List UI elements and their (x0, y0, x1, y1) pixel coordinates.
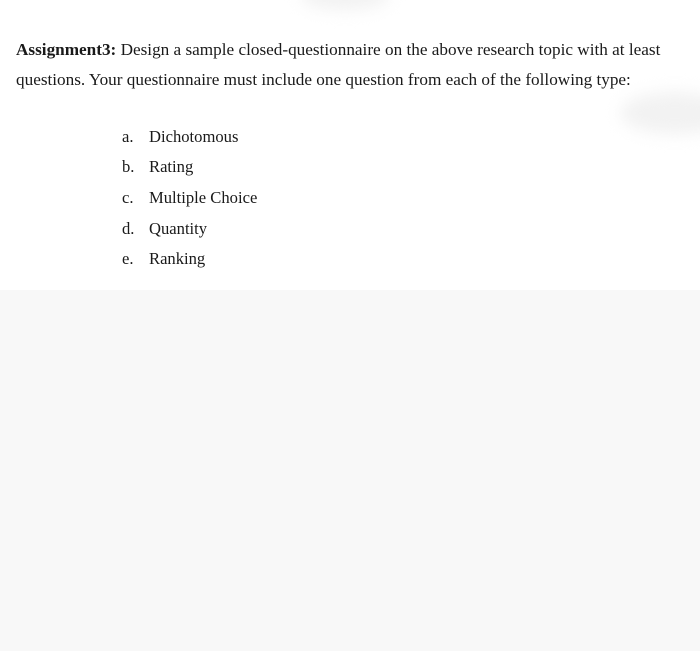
list-item-label: Ranking (149, 249, 206, 268)
blank-background (0, 290, 700, 651)
list-item-letter: c. (122, 188, 134, 207)
assignment-text-line-2: questions. Your questionnaire must include one question from each of the following type: (16, 70, 631, 89)
list-item-label: Rating (149, 157, 194, 176)
assignment-label: Assignment3: (16, 40, 117, 59)
list-item-label: Dichotomous (149, 127, 239, 146)
list-item-letter: a. (122, 127, 134, 146)
paper-glare (300, 0, 390, 10)
list-item-rating (122, 157, 193, 177)
list-item-label: Multiple Choice (149, 188, 258, 207)
paper-glare (620, 92, 700, 134)
list-item-dichotomous (122, 127, 238, 147)
list-item-letter: e. (122, 249, 134, 268)
list-item-letter: d. (122, 219, 135, 238)
assignment-text-line-1: Design a sample closed-questionnaire on the above research topic with at least (116, 40, 661, 59)
list-item-quantity (122, 219, 207, 239)
paragraph-line-1 (16, 35, 700, 65)
document-page (0, 0, 700, 290)
list-item-ranking (122, 249, 205, 269)
list-item-multiple-choice (122, 188, 257, 208)
assignment-paragraph (16, 35, 700, 95)
list-item-label: Quantity (149, 219, 208, 238)
list-item-letter: b. (122, 157, 135, 176)
